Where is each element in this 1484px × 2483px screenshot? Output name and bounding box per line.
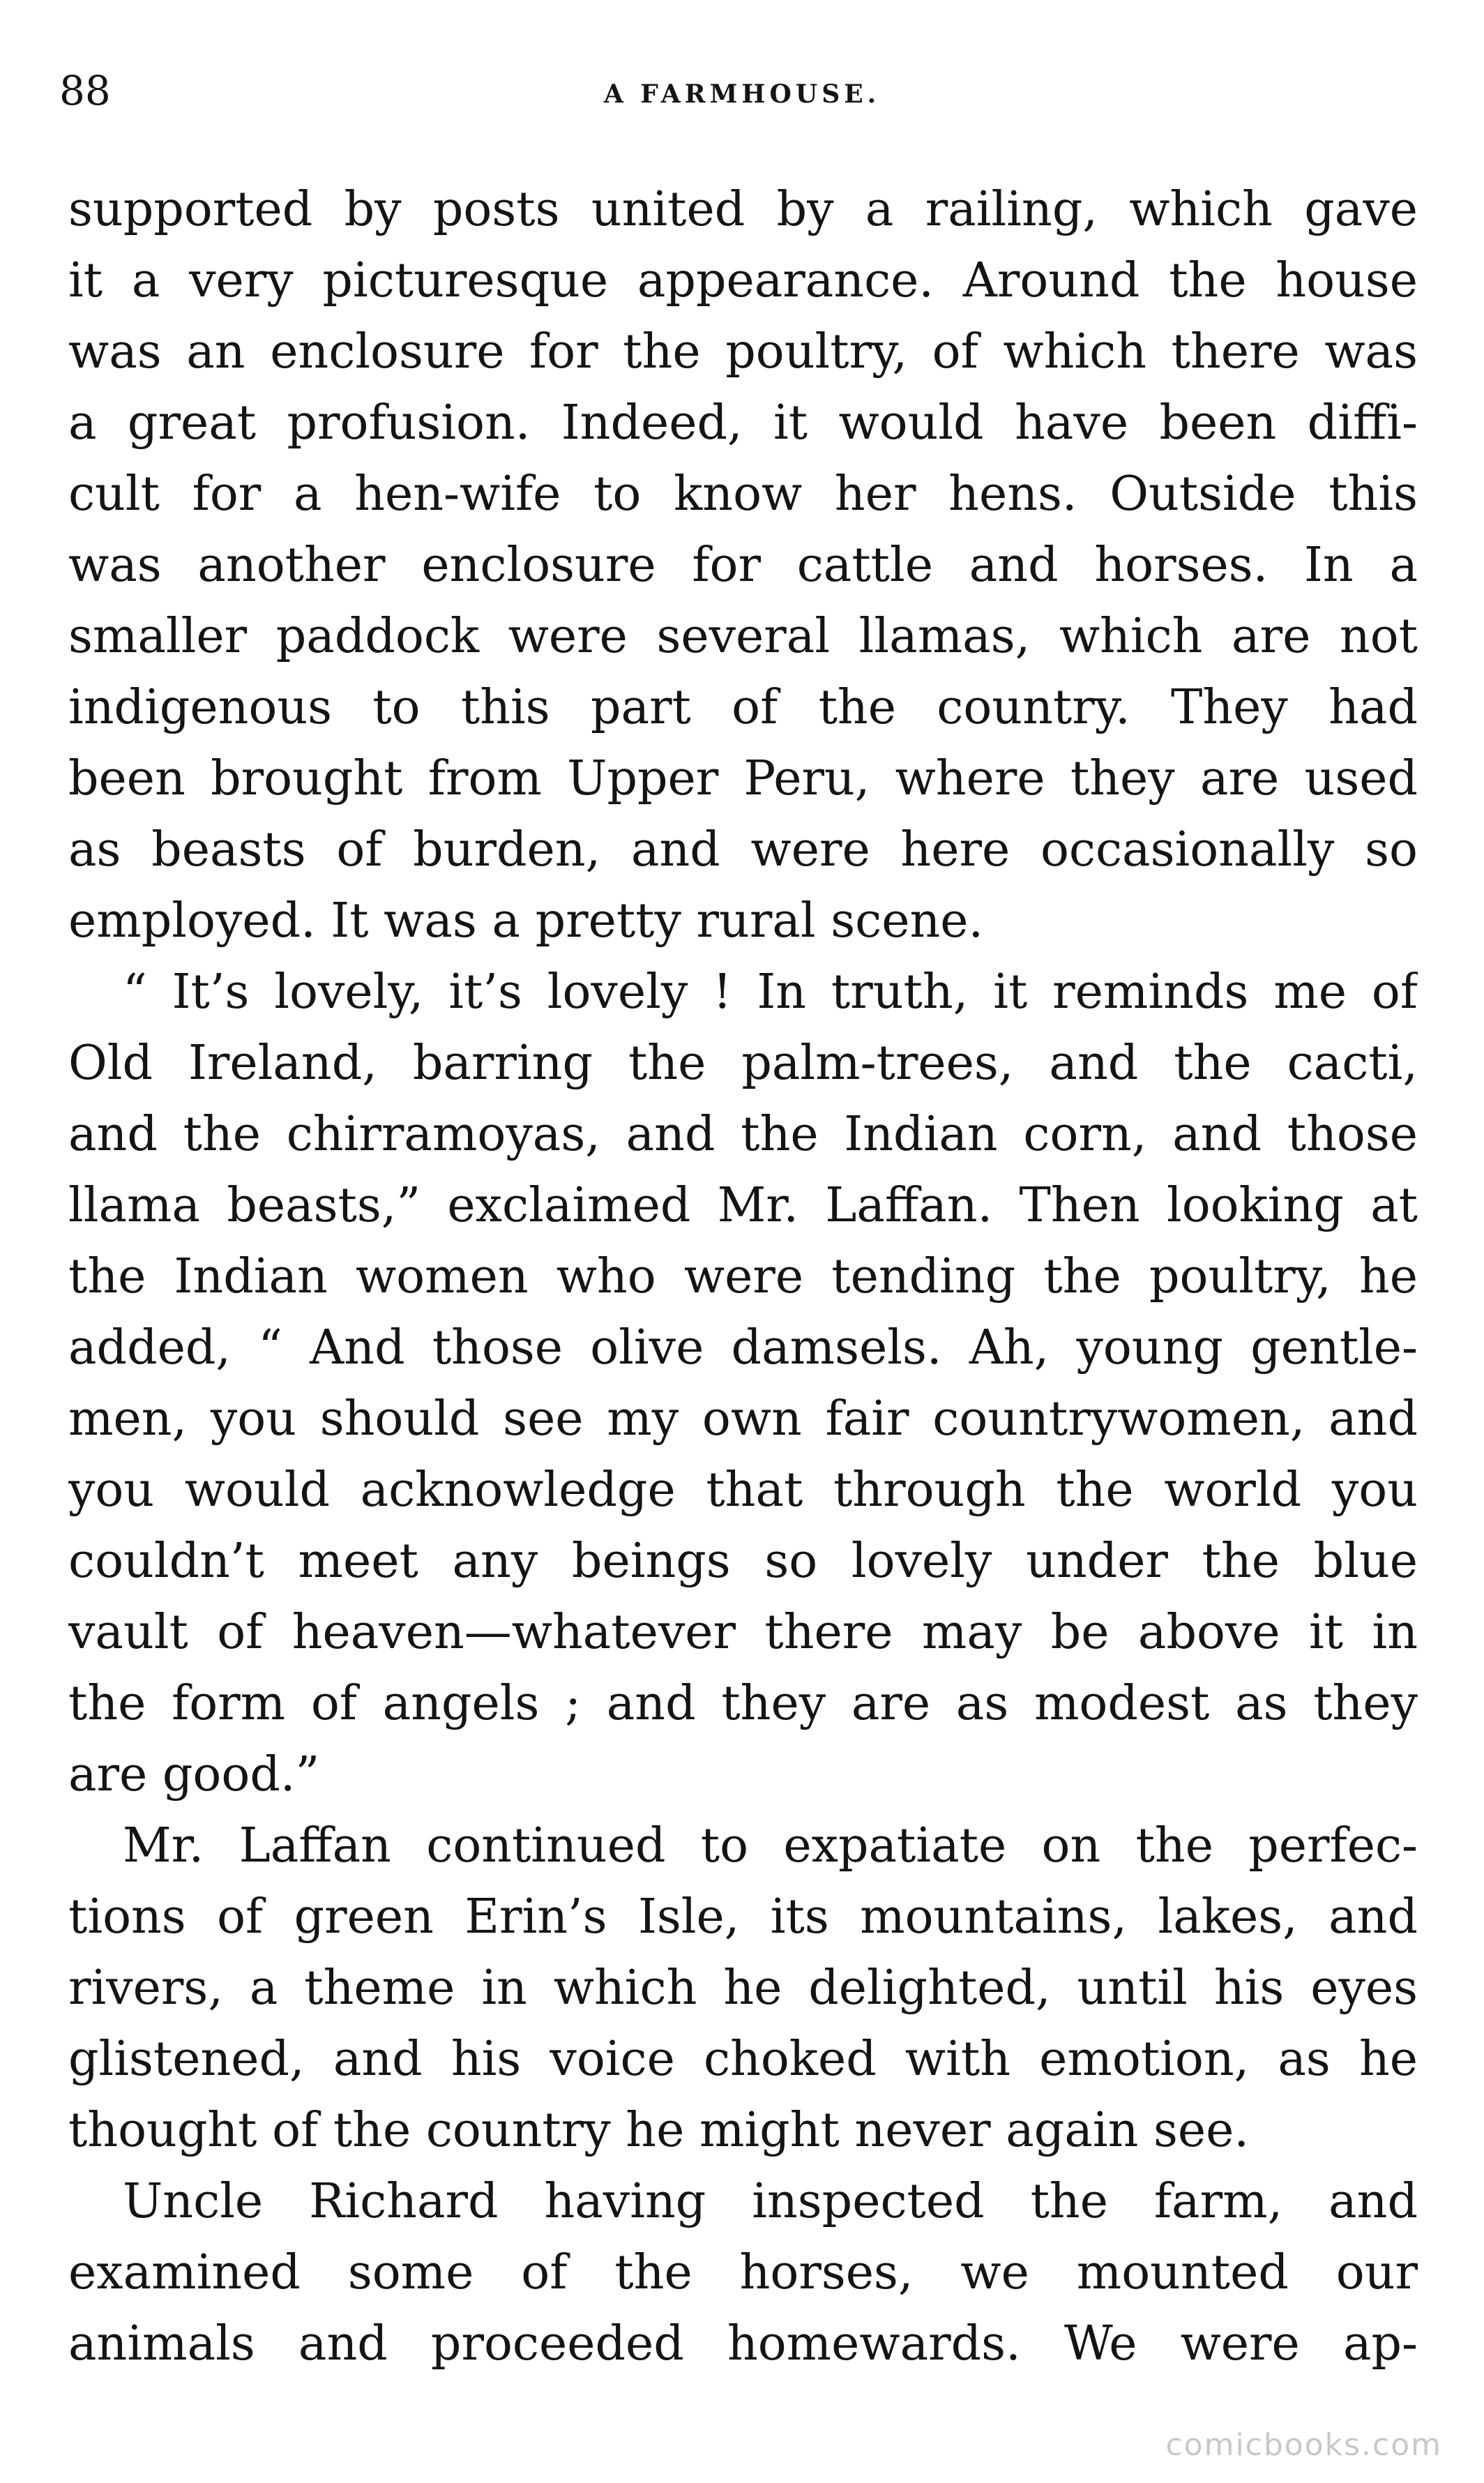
text-line: you would acknowledge that through the world you [68, 1463, 1418, 1518]
text-line: and the chirramoyas, and the Indian corn, and those [68, 1107, 1418, 1162]
paragraph-end-line: are good.” [68, 1747, 320, 1802]
page-number: 88 [59, 67, 111, 114]
text-line: supported by posts united by a railing, which gave [68, 182, 1418, 237]
text-line: llama beasts,” exclaimed Mr. Laffan. Then looking at [68, 1178, 1418, 1233]
paragraph-start-line: Mr. Laffan continued to expatiate on the perfec- [123, 1818, 1418, 1873]
paragraph-start-line: Uncle Richard having inspected the farm, and [123, 2174, 1418, 2229]
paragraph-end-line: thought of the country he might never again see. [68, 2103, 1250, 2158]
paragraph-start-line: “ It’s lovely, it’s lovely ! In truth, it reminds me of [123, 965, 1418, 1020]
text-line: as beasts of burden, and were here occasionally so [68, 822, 1418, 877]
text-line: added, “ And those olive damsels. Ah, young gentle- [68, 1320, 1418, 1375]
text-line: glistened, and his voice choked with emotion, as he [68, 2032, 1418, 2087]
text-line: men, you should see my own fair countrywomen, and [68, 1391, 1418, 1447]
body-text [68, 174, 1418, 2380]
text-line: was another enclosure for cattle and horses. In a [68, 538, 1418, 593]
running-head: A FARMHOUSE. [603, 80, 881, 109]
text-line: examined some of the horses, we mounted our [68, 2245, 1418, 2300]
text-line: rivers, a theme in which he delighted, until his eyes [68, 1961, 1418, 2016]
watermark: comicbooks.com [1165, 2427, 1442, 2463]
text-line: a great profusion. Indeed, it would have been diffi- [68, 395, 1418, 451]
text-line: smaller paddock were several llamas, which are not [68, 609, 1418, 664]
text-line: been brought from Upper Peru, where they are used [68, 751, 1418, 806]
text-line: was an enclosure for the poultry, of which there was [68, 324, 1418, 379]
text-line: vault of heaven—whatever there may be above it in [68, 1605, 1418, 1660]
text-line: tions of green Erin’s Isle, its mountains, lakes, and [68, 1889, 1418, 1945]
text-line: cult for a hen-wife to know her hens. Outside this [68, 467, 1418, 522]
text-line: indigenous to this part of the country. They had [68, 680, 1418, 735]
text-line: animals and proceeded homewards. We were ap- [68, 2316, 1418, 2371]
paragraph-end-line: employed. It was a pretty rural scene. [68, 893, 984, 949]
text-line: it a very picturesque appearance. Around the house [68, 253, 1418, 308]
text-line: couldn’t meet any beings so lovely under the blue [68, 1534, 1418, 1589]
text-line: the form of angels ; and they are as modest as they [68, 1676, 1418, 1731]
text-line: the Indian women who were tending the poultry, he [68, 1249, 1418, 1304]
text-line: Old Ireland, barring the palm-trees, and the cacti, [68, 1036, 1418, 1091]
